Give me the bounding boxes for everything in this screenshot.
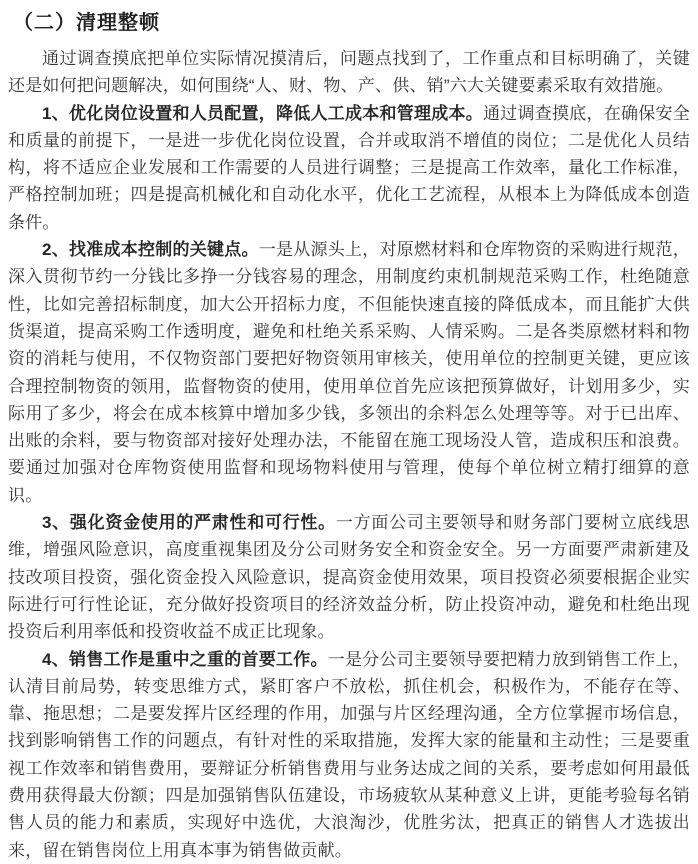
numbered-paragraph-1 xyxy=(8,100,690,236)
numbered-paragraph-2 xyxy=(8,236,690,509)
paragraph-4-lead: 4、销售工作是重中之重的首要工作。 xyxy=(42,649,328,669)
paragraph-1-body: 通过调查摸底，在确保安全和质量的前提下，一是进一步优化岗位设置，合并或取消不增值的岗位；二是优化人员结构，将不适应企业发展和工作需要的人员进行调整；三是提高工作效率，量化工作标准，严格控制加班；四是提高机械化和自动化水平，优化工艺流程，从根本上为降低成本创造条件。 xyxy=(8,103,690,232)
paragraph-1-lead: 1、优化岗位设置和人员配置，降低人工成本和管理成本。 xyxy=(42,103,484,123)
intro-paragraph: 通过调查摸底把单位实际情况摸清后，问题点找到了，工作重点和目标明确了，关键还是如何把问题解决，如何围绕“人、财、物、产、供、销”六大关键要素采取有效措施。 xyxy=(8,49,690,96)
paragraph-4-body: 一是分公司主要领导要把精力放到销售工作上，认清目前局势，转变思维方式，紧盯客户不放松，抓住机会，积极作为，不能存在等、靠、拖思想；二是要发挥片区经理的作用，加强与片区经理沟通，全方位掌握市场信息，找到影响销售工作的问题点，有针对性的采取措施，发挥大家的能量和主动性；三是要重视工作效率和销售费用，要辩证分析销售费用与业务达成之间的关系，要考虑如何用最低费用获得最大份额；四是加强销售队伍建设，市场疲软从某种意义上讲，更能考验每名销售人员的能力和素质，实现好中选优，大浪淘沙，优胜劣汰，把真正的销售人才选拔出来，留在销售岗位上用真本事为销售做贡献。 xyxy=(8,649,690,860)
numbered-paragraph-4 xyxy=(8,646,690,864)
paragraph-2-body: 一是从源头上，对原燃材料和仓库物资的采购进行规范，深入贯彻节约一分钱比多挣一分钱容易的理念，用制度约束机制规范采购工作，杜绝随意性，比如完善招标制度，加大公开招标力度，不但能快速直接的降低成本，而且能扩大供货渠道，提高采购工作透明度，避免和杜绝关系采购、人情采购。二是各类原燃材料和物资的消耗与使用，不仅物资部门要把好物资领用审核关，使用单位的控制更关键，更应该合理控制物资的领用，监督物资的使用，使用单位首先应该把预算做好，计划用多少，实际用了多少，将会在成本核算中增加多少钱，多领出的余料怎么处理等等。对于已出库、出账的余料，要与物资部对接好处理办法，不能留在施工现场没人管，造成积压和浪费。要通过加强对仓库物资使用监督和现场物料使用与管理，使每个单位树立精打细算的意识。 xyxy=(8,240,691,505)
paragraph-3-body: 一方面公司主要领导和财务部门要树立底线思维，增强风险意识，高度重视集团及分公司财务安全和资金安全。另一方面要严肃新建及技改项目投资，强化资金投入风险意识，提高资金使用效果，项目投资必须要根据企业实际进行可行性论证，充分做好投资项目的经济效益分析，防止投资冲动，避免和杜绝出现投资后利用率低和投资收益不成正比现象。 xyxy=(8,513,691,642)
paragraph-3-lead: 3、强化资金使用的严肃性和可行性。 xyxy=(42,513,336,533)
numbered-paragraph-3 xyxy=(8,509,690,645)
paragraph-2-lead: 2、找准成本控制的关键点。 xyxy=(42,240,259,260)
section-heading: （二）清理整顿 xyxy=(13,12,160,34)
